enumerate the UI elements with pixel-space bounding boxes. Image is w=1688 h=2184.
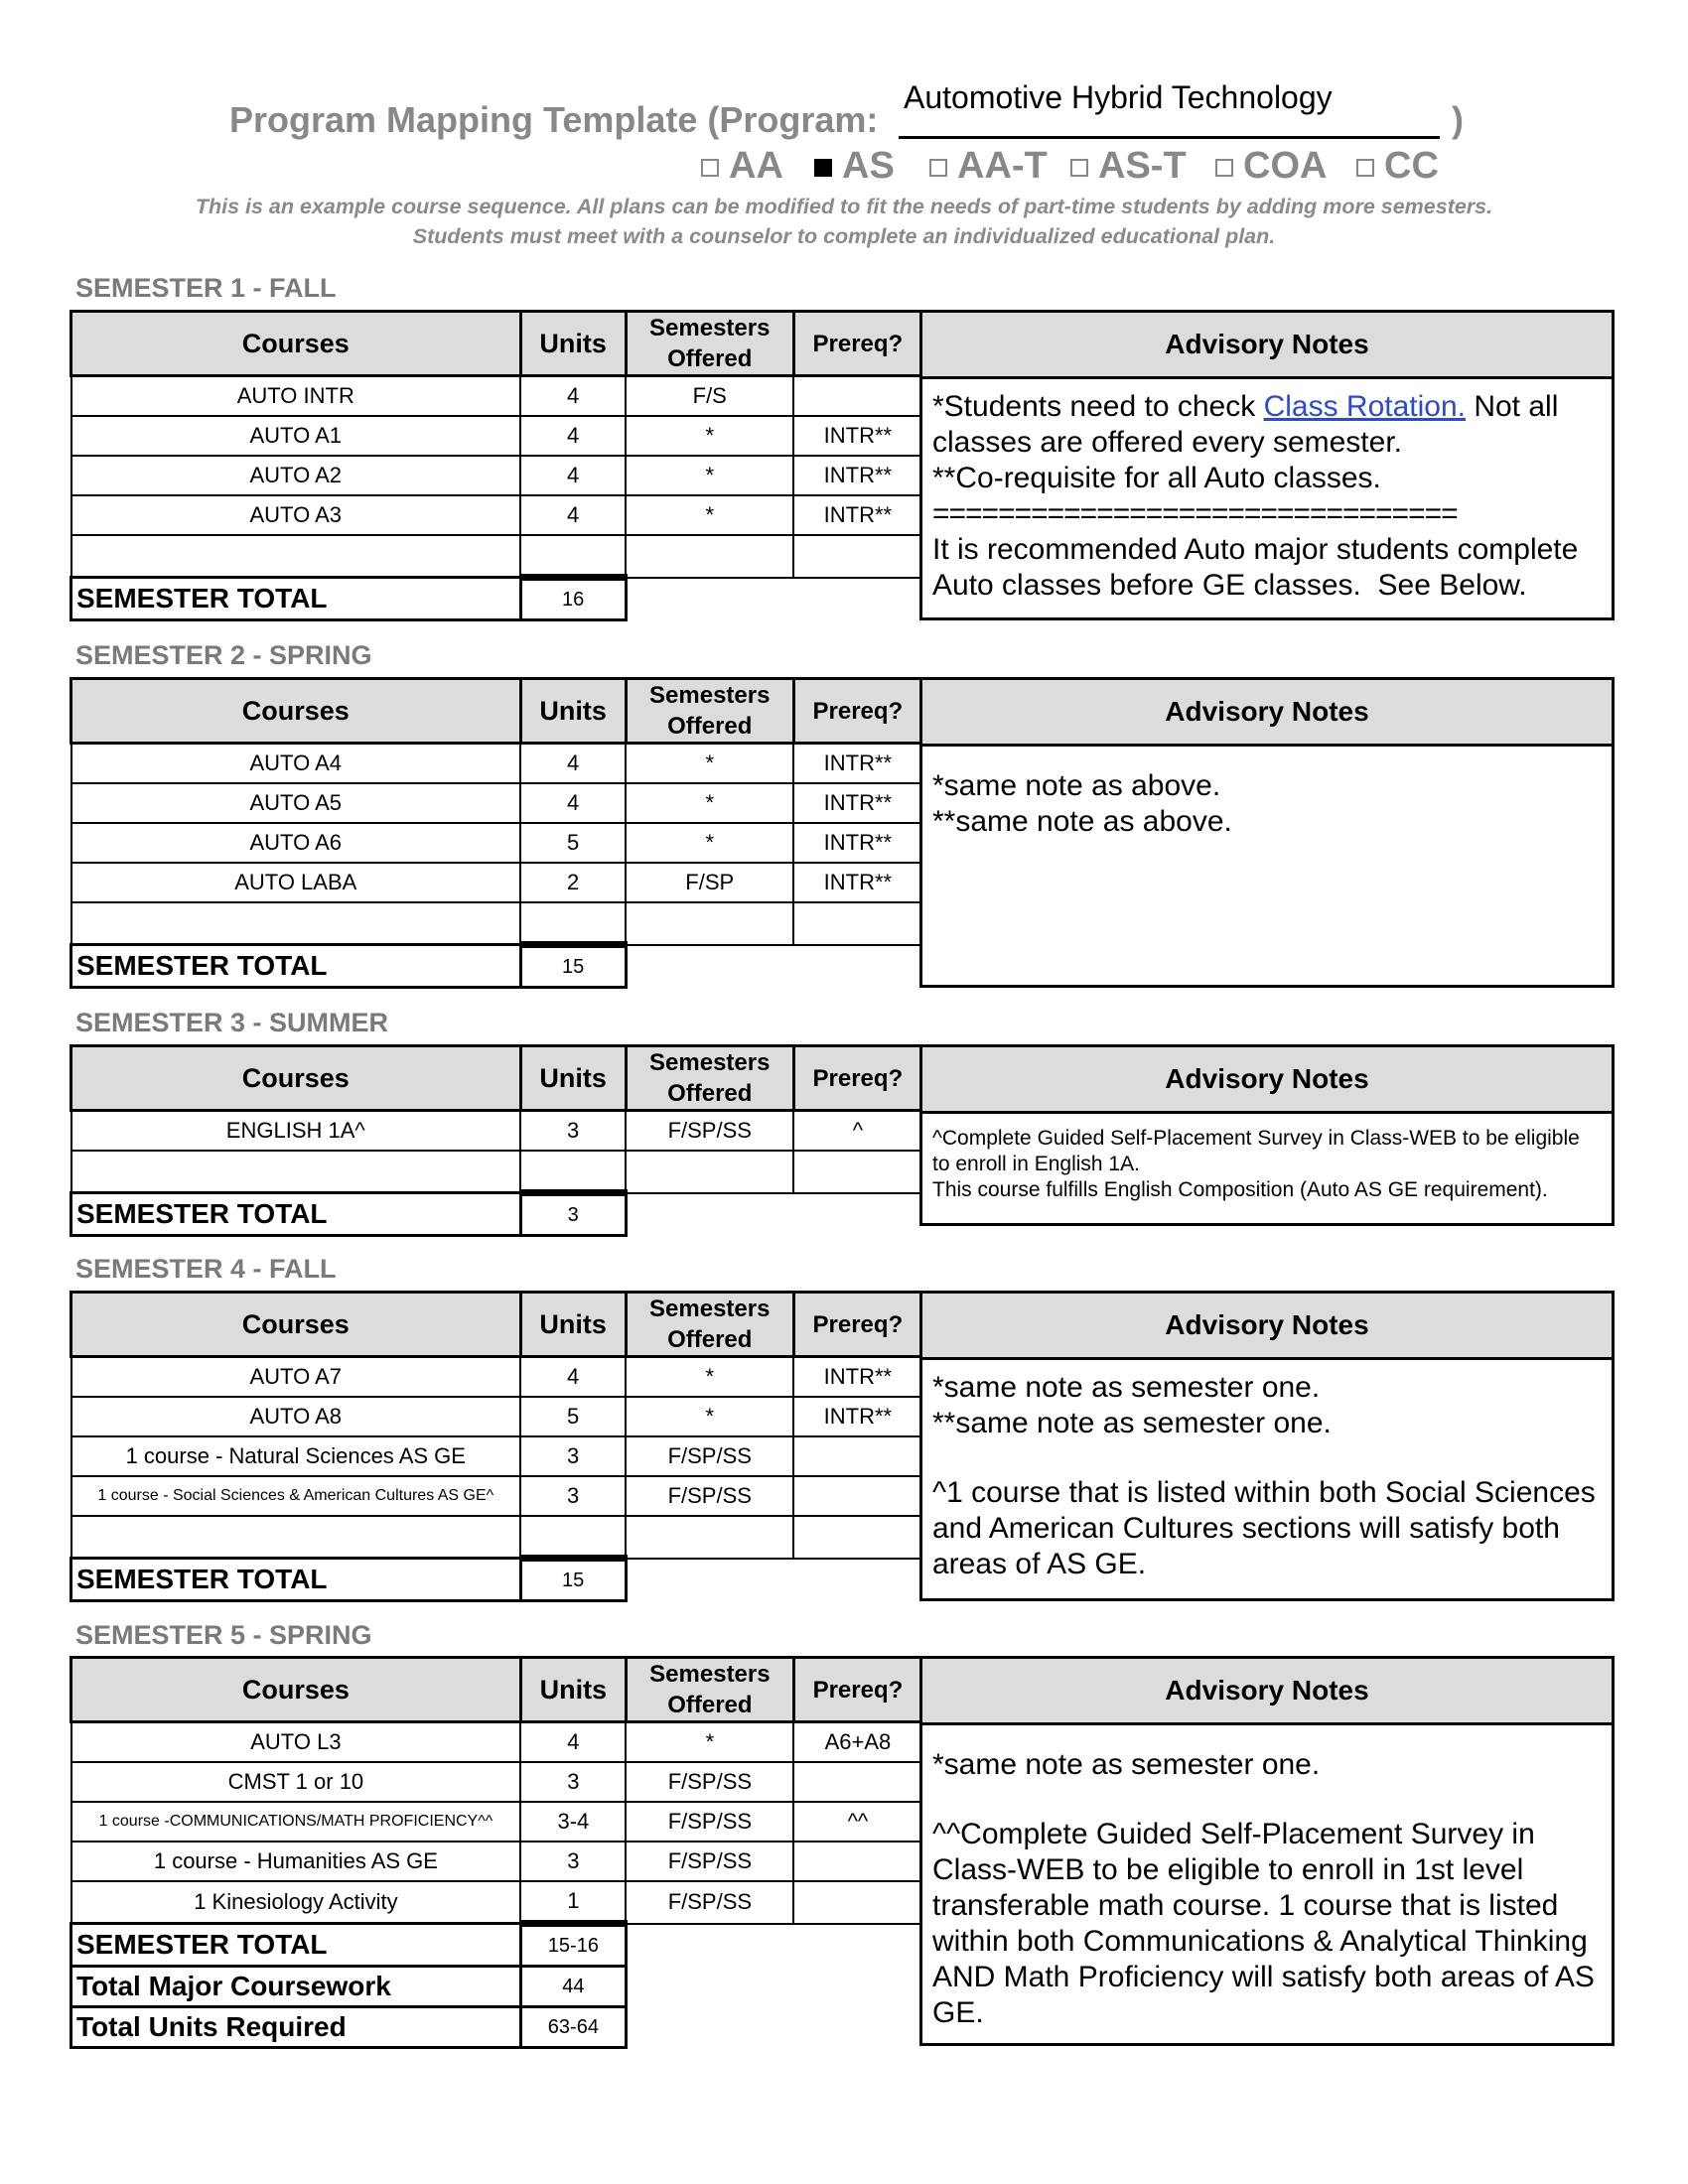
col-prereq: Prereq? [793, 1293, 921, 1357]
table-row: CMST 1 or 10 3 F/SP/SS [71, 1762, 922, 1802]
degree-option-as[interactable]: AS [814, 145, 895, 188]
advisory-notes: *same note as semester one. ^^Complete Guided Self-Placement Survey in Class-WEB to be eligible to enroll in 1st level transferable math course. 1 course that is listed within both Communications & Analytical Thinking AND Math Proficiency will satisfy both areas of AS GE. [932, 1748, 1604, 2029]
col-semesters-offered: Semesters Offered [626, 1046, 793, 1111]
table-row: ENGLISH 1A^ 3 F/SP/SS ^ [71, 1111, 922, 1152]
col-semesters-offered: Semesters Offered [626, 1658, 793, 1722]
semester-total-row: SEMESTER TOTAL 3 [71, 1193, 922, 1236]
advisory-notes: *Students need to check Class Rotation. Not all classes are offered every semester. **Co-requisite for all Auto classes. ================================ It is recommended Auto major students complete Auto classes before GE classes. See Below. [932, 390, 1586, 602]
table-row: AUTO A4 4 * INTR** [71, 744, 922, 784]
class-rotation-link[interactable]: Class Rotation. [1263, 390, 1466, 423]
semester-4-advisory [919, 1291, 1615, 1601]
checkbox-icon [929, 159, 947, 177]
checkbox-icon [1356, 159, 1374, 177]
major-total-row: Total Major Coursework 44 [71, 1967, 922, 2007]
semester-5-heading: SEMESTER 5 - SPRING [75, 1620, 372, 1650]
col-semesters-offered: Semesters Offered [626, 312, 793, 376]
advisory-header: Advisory Notes [922, 680, 1612, 747]
semester-5-advisory [919, 1656, 1615, 2046]
advisory-notes: ^Complete Guided Self-Placement Survey in Class-WEB to be eligible to enroll in English 1A. This course fulfills English Composition (Auto AS GE requirement). [932, 1127, 1586, 1201]
col-units: Units [520, 312, 626, 376]
semester-1-heading: SEMESTER 1 - FALL [75, 273, 337, 303]
required-total-row: Total Units Required 63-64 [71, 2007, 922, 2048]
intro-note-2: Students must meet with a counselor to complete an individualized educational plan. [412, 224, 1276, 248]
checkbox-checked-icon [814, 159, 832, 177]
advisory-header: Advisory Notes [922, 1047, 1612, 1114]
semester-4-heading: SEMESTER 4 - FALL [75, 1254, 337, 1284]
semester-3-heading: SEMESTER 3 - SUMMER [75, 1008, 389, 1037]
table-row: AUTO A8 5 * INTR** [71, 1397, 922, 1436]
col-units: Units [520, 1293, 626, 1357]
program-underline [899, 136, 1440, 139]
col-courses: Courses [71, 1046, 521, 1111]
col-semesters-offered: Semesters Offered [626, 1293, 793, 1357]
table-row: 1 Kinesiology Activity 1 F/SP/SS [71, 1881, 922, 1924]
col-courses: Courses [71, 1658, 521, 1722]
col-prereq: Prereq? [793, 1046, 921, 1111]
semester-5-table [70, 1656, 923, 2049]
semester-1-table [70, 310, 923, 621]
table-row: AUTO A7 4 * INTR** [71, 1357, 922, 1398]
table-row: AUTO A5 4 * INTR** [71, 783, 922, 823]
col-prereq: Prereq? [793, 1658, 921, 1722]
checkbox-icon [701, 159, 719, 177]
semester-total-row: SEMESTER TOTAL 15 [71, 945, 922, 988]
semester-2-heading: SEMESTER 2 - SPRING [75, 640, 372, 670]
semester-3-table [70, 1044, 923, 1237]
degree-options [701, 145, 1495, 191]
col-units: Units [520, 679, 626, 744]
page-title: Program Mapping Template (Program: [229, 99, 879, 140]
checkbox-icon [1070, 159, 1088, 177]
table-row: AUTO A2 4 * INTR** [71, 456, 922, 495]
degree-option-as-t[interactable]: AS-T [1070, 145, 1187, 188]
col-units: Units [520, 1658, 626, 1722]
degree-option-aa[interactable]: AA [701, 145, 783, 188]
table-row: 1 course - Humanities AS GE 3 F/SP/SS [71, 1842, 922, 1881]
table-row: AUTO L3 4 * A6+A8 [71, 1722, 922, 1763]
table-row: AUTO A3 4 * INTR** [71, 495, 922, 535]
col-courses: Courses [71, 312, 521, 376]
col-units: Units [520, 1046, 626, 1111]
semester-2-advisory [919, 677, 1615, 988]
advisory-header: Advisory Notes [922, 1294, 1612, 1360]
degree-option-aa-t[interactable]: AA-T [929, 145, 1048, 188]
semester-3-advisory [919, 1044, 1615, 1226]
table-row: AUTO A6 5 * INTR** [71, 823, 922, 863]
degree-option-cc[interactable]: CC [1356, 145, 1439, 188]
semester-total-row: SEMESTER TOTAL 15-16 [71, 1924, 922, 1967]
advisory-header: Advisory Notes [922, 313, 1612, 379]
col-prereq: Prereq? [793, 679, 921, 744]
checkbox-icon [1215, 159, 1233, 177]
table-row [71, 1516, 922, 1559]
intro-note-1: This is an example course sequence. All plans can be modified to fit the needs of part-time students by adding more semesters. [195, 195, 1493, 218]
advisory-notes: *same note as semester one. **same note as semester one. ^1 course that is listed within both Social Sciences and American Cultures sections will satisfy both areas of AS GE. [932, 1371, 1605, 1580]
col-prereq: Prereq? [793, 312, 921, 376]
advisory-notes: *same note as above. **same note as above. [932, 769, 1232, 838]
table-row [71, 1151, 922, 1193]
semester-total-row: SEMESTER TOTAL 15 [71, 1559, 922, 1601]
table-row: AUTO LABA 2 F/SP INTR** [71, 863, 922, 902]
col-courses: Courses [71, 1293, 521, 1357]
semester-4-table [70, 1291, 923, 1602]
semester-2-table [70, 677, 923, 989]
table-row [71, 902, 922, 945]
title-close-paren: ) [1452, 99, 1464, 140]
table-row: 1 course - Natural Sciences AS GE 3 F/SP/SS [71, 1436, 922, 1476]
col-semesters-offered: Semesters Offered [626, 679, 793, 744]
col-courses: Courses [71, 679, 521, 744]
degree-option-coa[interactable]: COA [1215, 145, 1327, 188]
table-row: AUTO INTR 4 F/S [71, 376, 922, 417]
advisory-header: Advisory Notes [922, 1659, 1612, 1725]
table-row: 1 course - Social Sciences & American Cultures AS GE^ 3 F/SP/SS [71, 1476, 922, 1516]
semester-total-row: SEMESTER TOTAL 16 [71, 578, 922, 620]
table-row: AUTO A1 4 * INTR** [71, 416, 922, 456]
program-name: Automotive Hybrid Technology [904, 79, 1333, 115]
semester-1-advisory [919, 310, 1615, 620]
table-row [71, 535, 922, 578]
table-row: 1 course -COMMUNICATIONS/MATH PROFICIENCY^^ 3-4 F/SP/SS ^^ [71, 1802, 922, 1842]
